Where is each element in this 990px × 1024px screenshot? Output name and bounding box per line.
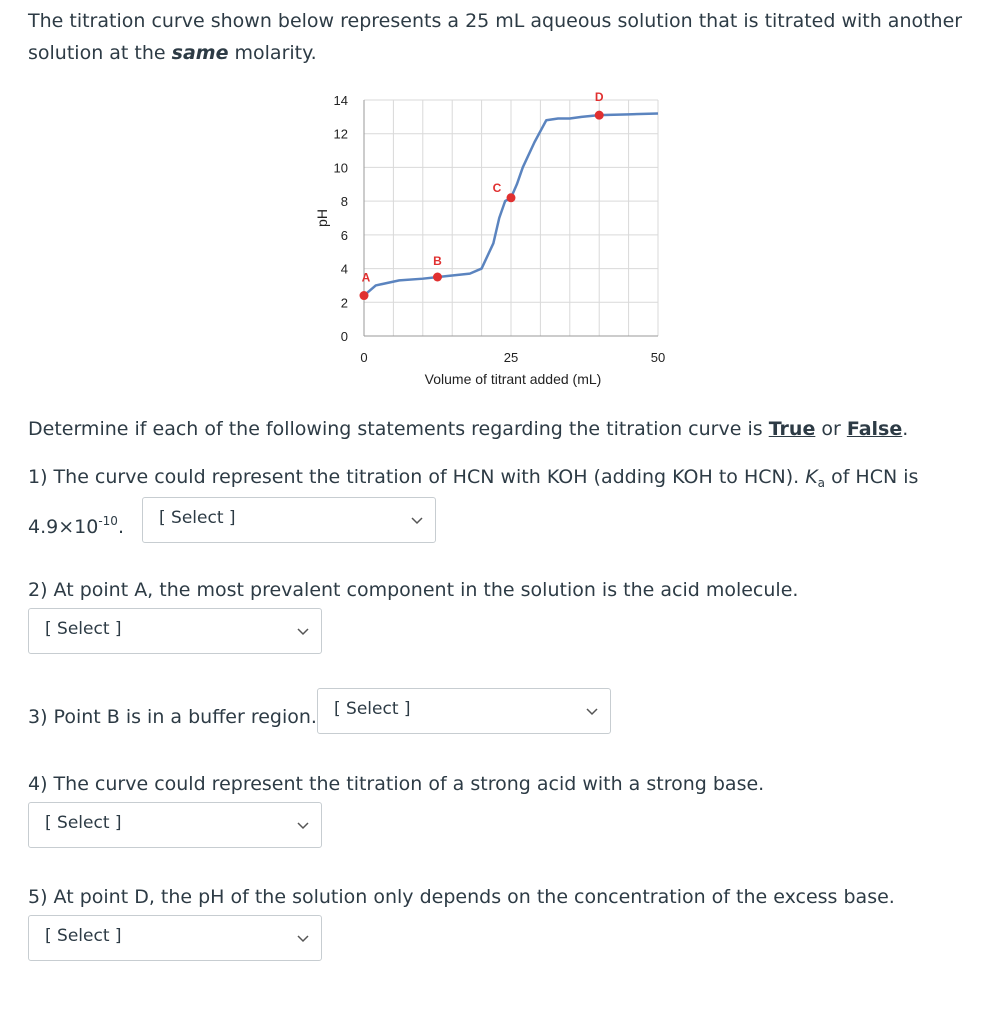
x-tick-label: 50 (650, 350, 666, 365)
point-a (360, 291, 369, 300)
y-tick-label: 14 (333, 93, 348, 108)
x-tick-label: 25 (503, 350, 519, 365)
point-label-d: D (594, 90, 604, 105)
y-tick-label: 2 (340, 295, 348, 311)
titration-chart (300, 88, 680, 392)
q2-select-label: [ Select ] (45, 619, 122, 639)
q1-text-pre: 1) The curve could represent the titration of HCN with KOH (adding KOH to HCN). (28, 466, 806, 488)
y-tick-label: 4 (340, 261, 348, 277)
q5-select-label: [ Select ] (45, 926, 122, 946)
y-axis-label: pH (314, 209, 330, 227)
question-5-text: 5) At point D, the pH of the solution only depends on the concentration of the excess base. (28, 886, 895, 908)
chevron-down-icon (297, 819, 309, 831)
chevron-down-icon (297, 625, 309, 637)
q1-select-label: [ Select ] (159, 508, 236, 528)
question-3-text: 3) Point B is in a buffer region. (28, 706, 317, 728)
q5-select[interactable] (28, 915, 322, 961)
directions-pre: Determine if each of the following statements regarding the titration curve is (28, 418, 769, 440)
point-label-b: B (433, 254, 442, 268)
intro-line2-pre: solution at the (28, 42, 172, 64)
chevron-down-icon (297, 932, 309, 944)
y-tick-label: 6 (340, 227, 348, 243)
q1-value-exponent: -10 (98, 514, 118, 528)
intro-line2-post: molarity. (228, 42, 317, 64)
q4-select-label: [ Select ] (45, 813, 122, 833)
intro-emphasis: same (171, 42, 229, 64)
q3-select-label: [ Select ] (334, 699, 411, 719)
q1-text-post: of HCN is (825, 466, 919, 488)
point-c (507, 193, 516, 202)
point-label-c: C (492, 180, 502, 195)
q1-value-base: 4.9×10 (28, 516, 99, 538)
q1-value (28, 508, 124, 540)
question-2-text: 2) At point A, the most prevalent component in the solution is the acid molecule. (28, 579, 799, 601)
x-tick-label: 0 (360, 350, 368, 365)
question-4-text: 4) The curve could represent the titration of a strong acid with a strong base. (28, 773, 765, 795)
ka-subscript: a (817, 476, 826, 490)
intro-text (28, 8, 962, 66)
y-tick-label: 12 (333, 126, 348, 142)
point-d (595, 111, 604, 120)
q4-select[interactable] (28, 802, 322, 848)
y-tick-label: 0 (340, 329, 348, 344)
intro-line1: The titration curve shown below represents a 25 mL aqueous solution that is titrated with another (28, 10, 963, 32)
q2-select[interactable] (28, 608, 322, 654)
y-tick-label: 10 (333, 160, 348, 176)
question-1-text (28, 464, 918, 496)
q1-value-end: . (117, 516, 124, 538)
y-tick-label: 8 (340, 194, 348, 210)
chevron-down-icon (586, 705, 598, 717)
directions-middle: or (815, 418, 847, 440)
ka-symbol: K (805, 466, 818, 488)
chevron-down-icon (411, 514, 423, 526)
directions-text (28, 416, 908, 442)
point-b (433, 273, 442, 282)
directions-end: . (902, 418, 909, 440)
false-word: False (846, 418, 903, 440)
x-axis-label: Volume of titrant added (mL) (424, 371, 602, 387)
q3-select[interactable] (317, 688, 611, 734)
point-label-a: A (361, 270, 371, 285)
true-word: True (768, 418, 816, 440)
q1-select[interactable] (142, 497, 436, 543)
